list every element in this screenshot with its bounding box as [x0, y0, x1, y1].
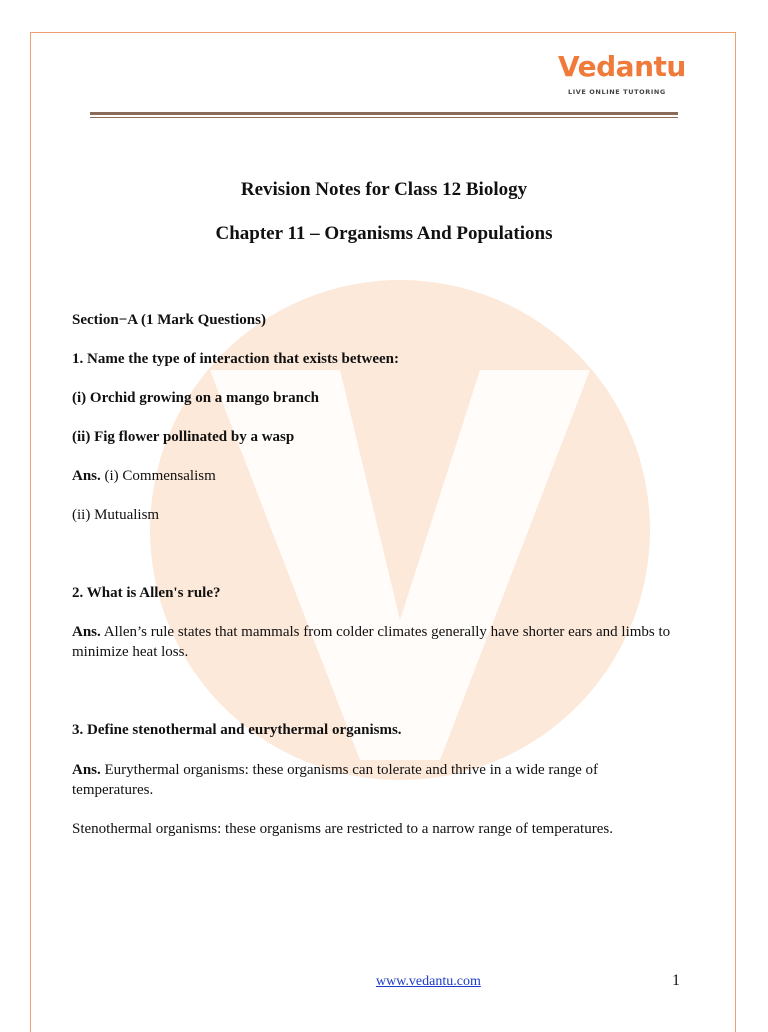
header-rule [90, 112, 678, 115]
question-3: 3. Define stenothermal and eurythermal organisms. [72, 722, 402, 738]
question-1-part-2: (ii) Fig flower pollinated by a wasp [72, 429, 295, 445]
page-number: 1 [672, 972, 680, 989]
answer-1 [72, 466, 672, 486]
logo-tagline: LIVE ONLINE TUTORING [568, 88, 666, 96]
document-title: Revision Notes for Class 12 Biology [240, 179, 528, 200]
vedantu-logo[interactable] [558, 50, 686, 98]
answer-3 [72, 760, 672, 800]
footer-website-link[interactable]: www.vedantu.com [376, 974, 481, 989]
question-2: 2. What is Allen's rule? [72, 585, 221, 601]
answer-2 [72, 622, 672, 662]
answer-2-text: Allen’s rule states that mammals from colder climates generally have shorter ears and limbs to minimize heat loss. [72, 624, 671, 660]
answer-3-part-2: Stenothermal organisms: these organisms are restricted to a narrow range of temperatures. [72, 821, 613, 837]
header-rule-thin [90, 117, 678, 118]
answer-label: Ans. [72, 762, 101, 778]
question-1: 1. Name the type of interaction that exists between: [72, 351, 400, 367]
answer-1-text: (i) Commensalism [100, 468, 216, 484]
answer-1-part-2: (ii) Mutualism [72, 507, 160, 523]
answer-label: Ans. [72, 624, 101, 640]
chapter-title: Chapter 11 – Organisms And Populations [215, 223, 553, 244]
answer-3-text: Eurythermal organisms: these organisms can tolerate and thrive in a wide range of temperatures. [72, 762, 598, 798]
section-heading: Section−A (1 Mark Questions) [72, 312, 266, 328]
question-1-part-1: (i) Orchid growing on a mango branch [72, 390, 319, 406]
logo-wordmark: Vedantu [558, 50, 686, 83]
answer-label: Ans. [72, 468, 101, 484]
